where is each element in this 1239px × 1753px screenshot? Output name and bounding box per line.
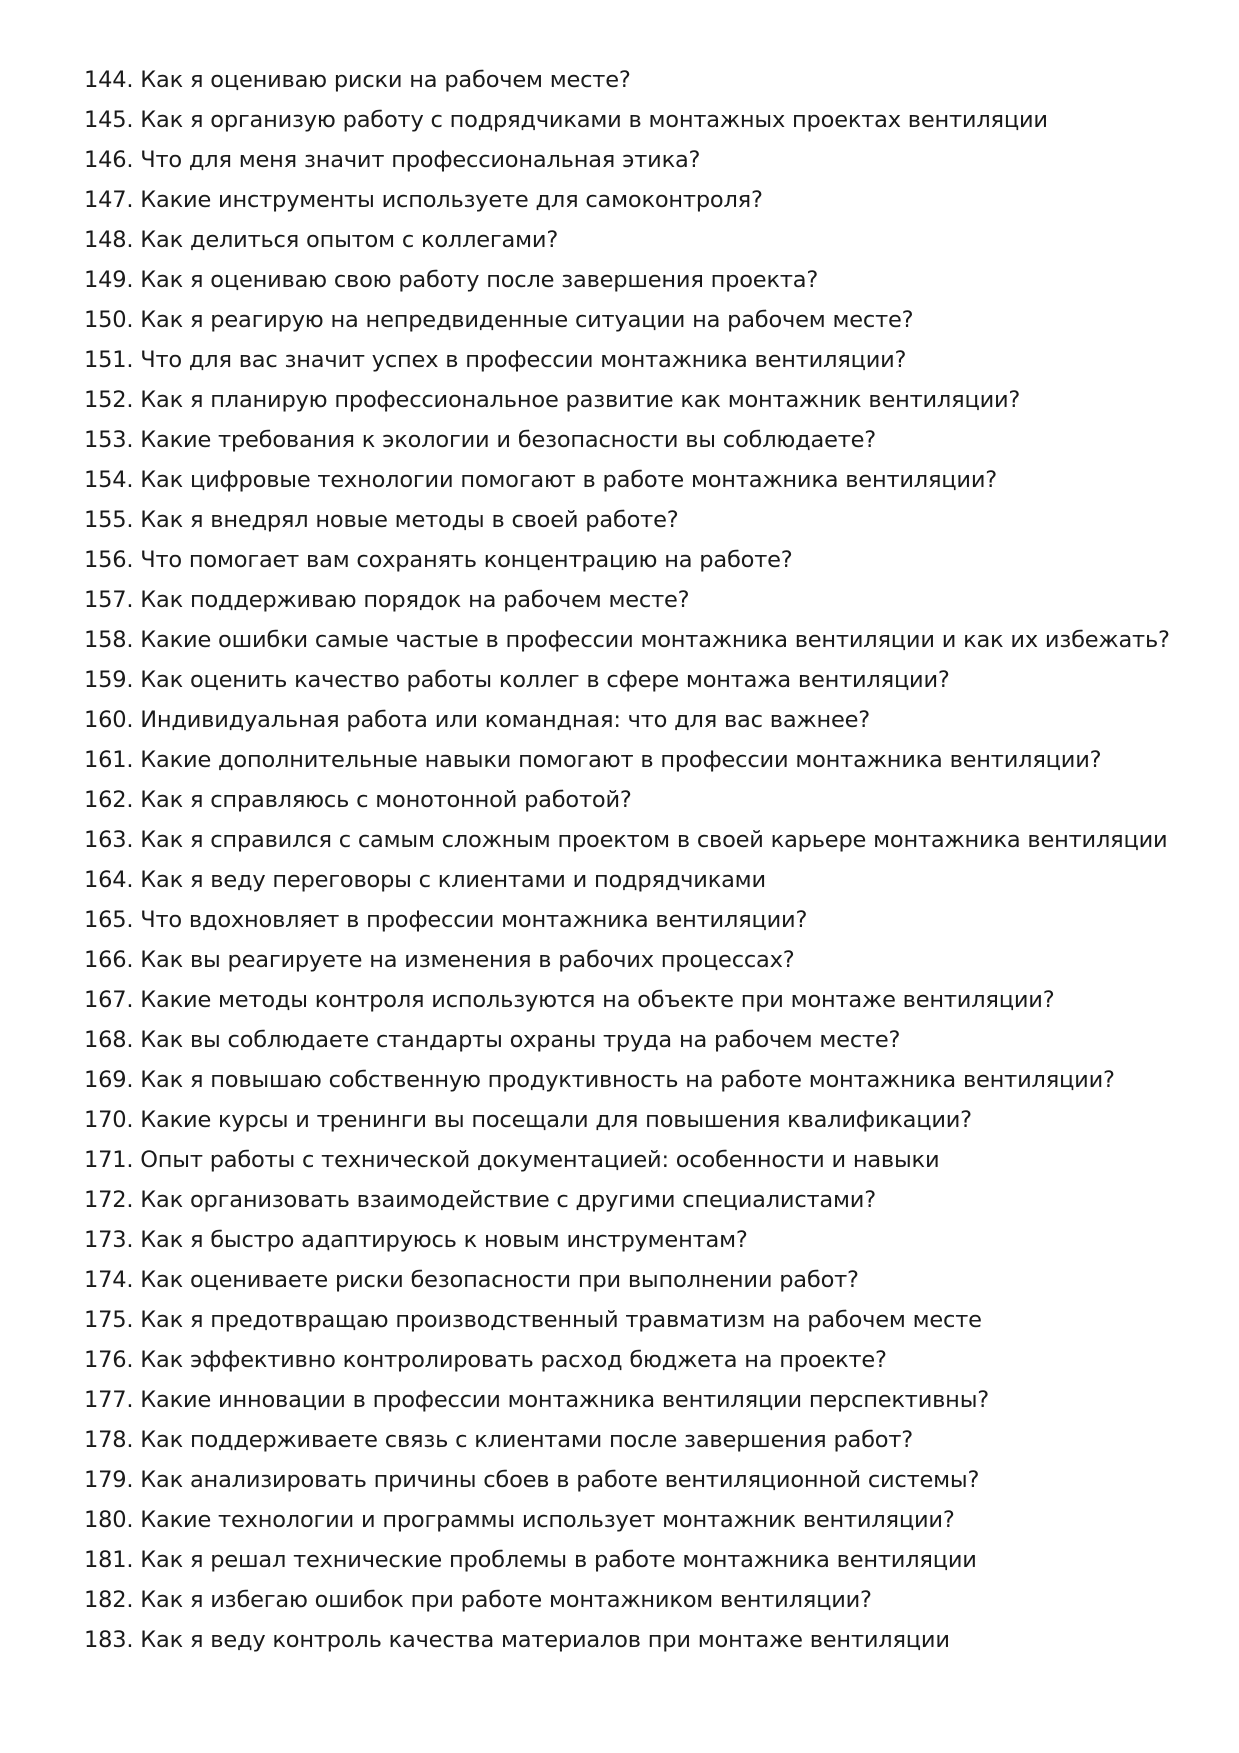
list-item [84,1462,1184,1502]
list-item [84,502,1184,542]
question-text: Как я реагирую на непредвиденные ситуации на рабочем месте? [140,307,914,333]
question-number: 152. [84,387,134,413]
list-item [84,1062,1184,1102]
question-text: Как цифровые технологии помогают в работе монтажника вентиляции? [140,467,998,493]
list-item [84,862,1184,902]
question-list [84,62,1184,1662]
question-number: 151. [84,347,134,373]
list-item [84,742,1184,782]
list-item [84,1182,1184,1222]
question-number: 180. [84,1507,134,1533]
question-text: Опыт работы с технической документацией: особенности и навыки [140,1147,940,1173]
list-item [84,422,1184,462]
question-text: Как я веду переговоры с клиентами и подрядчиками [140,867,766,893]
list-item [84,342,1184,382]
list-item [84,1342,1184,1382]
question-text: Как оцениваете риски безопасности при выполнении работ? [140,1267,859,1293]
question-number: 162. [84,787,134,813]
question-number: 148. [84,227,134,253]
question-number: 170. [84,1107,134,1133]
question-number: 161. [84,747,134,773]
question-text: Как эффективно контролировать расход бюджета на проекте? [140,1347,887,1373]
question-number: 169. [84,1067,134,1093]
question-number: 149. [84,267,134,293]
question-text: Как вы соблюдаете стандарты охраны труда на рабочем месте? [140,1027,901,1053]
list-item [84,1382,1184,1422]
question-number: 165. [84,907,134,933]
question-text: Как я повышаю собственную продуктивность на работе монтажника вентиляции? [140,1067,1115,1093]
question-text: Что помогает вам сохранять концентрацию на работе? [140,547,793,573]
question-number: 168. [84,1027,134,1053]
question-text: Индивидуальная работа или командная: что для вас важнее? [140,707,871,733]
question-number: 182. [84,1587,134,1613]
list-item [84,222,1184,262]
list-item [84,142,1184,182]
question-text: Как оценить качество работы коллег в сфере монтажа вентиляции? [140,667,950,693]
list-item [84,702,1184,742]
question-number: 160. [84,707,134,733]
list-item [84,1262,1184,1302]
question-number: 181. [84,1547,134,1573]
list-item [84,822,1184,862]
question-number: 179. [84,1467,134,1493]
question-number: 146. [84,147,134,173]
question-number: 164. [84,867,134,893]
list-item [84,1502,1184,1542]
question-number: 178. [84,1427,134,1453]
list-item [84,1102,1184,1142]
question-number: 156. [84,547,134,573]
question-text: Как делиться опытом с коллегами? [140,227,559,253]
question-number: 173. [84,1227,134,1253]
question-text: Как анализировать причины сбоев в работе вентиляционной системы? [140,1467,980,1493]
question-text: Какие инструменты используете для самоконтроля? [140,187,763,213]
question-text: Как вы реагируете на изменения в рабочих процессах? [140,947,795,973]
question-text: Какие ошибки самые частые в профессии монтажника вентиляции и как их избежать? [140,627,1170,653]
list-item [84,622,1184,662]
question-text: Как я справился с самым сложным проектом в своей карьере монтажника вентиляции [140,827,1168,853]
list-item [84,182,1184,222]
question-text: Какие курсы и тренинги вы посещали для повышения квалификации? [140,1107,972,1133]
list-item [84,1222,1184,1262]
list-item [84,1622,1184,1662]
list-item [84,262,1184,302]
question-text: Какие технологии и программы использует монтажник вентиляции? [140,1507,955,1533]
question-text: Как я быстро адаптируюсь к новым инструментам? [140,1227,748,1253]
question-number: 147. [84,187,134,213]
question-text: Какие методы контроля используются на объекте при монтаже вентиляции? [140,987,1055,1013]
list-item [84,942,1184,982]
question-text: Какие дополнительные навыки помогают в профессии монтажника вентиляции? [140,747,1102,773]
list-item [84,462,1184,502]
question-text: Как я веду контроль качества материалов при монтаже вентиляции [140,1627,950,1653]
question-number: 175. [84,1307,134,1333]
question-text: Как я предотвращаю производственный травматизм на рабочем месте [140,1307,982,1333]
list-item [84,1022,1184,1062]
question-number: 166. [84,947,134,973]
question-number: 177. [84,1387,134,1413]
list-item [84,1142,1184,1182]
list-item [84,102,1184,142]
question-number: 183. [84,1627,134,1653]
question-number: 176. [84,1347,134,1373]
question-number: 174. [84,1267,134,1293]
question-text: Как организовать взаимодействие с другими специалистами? [140,1187,876,1213]
question-number: 163. [84,827,134,853]
list-item [84,1422,1184,1462]
list-item [84,62,1184,102]
list-item [84,302,1184,342]
question-text: Что вдохновляет в профессии монтажника вентиляции? [140,907,808,933]
question-text: Как я организую работу с подрядчиками в монтажных проектах вентиляции [140,107,1048,133]
question-text: Что для вас значит успех в профессии монтажника вентиляции? [140,347,907,373]
question-number: 158. [84,627,134,653]
list-item [84,1582,1184,1622]
list-item [84,582,1184,622]
question-number: 144. [84,67,134,93]
question-number: 159. [84,667,134,693]
question-text: Какие требования к экологии и безопасности вы соблюдаете? [140,427,877,453]
question-text: Как я справляюсь с монотонной работой? [140,787,632,813]
question-text: Как поддерживаю порядок на рабочем месте? [140,587,690,613]
question-number: 145. [84,107,134,133]
list-item [84,902,1184,942]
question-text: Как я решал технические проблемы в работе монтажника вентиляции [140,1547,977,1573]
question-text: Что для меня значит профессиональная этика? [140,147,701,173]
list-item [84,982,1184,1022]
question-text: Какие инновации в профессии монтажника вентиляции перспективны? [140,1387,990,1413]
question-text: Как я оцениваю свою работу после завершения проекта? [140,267,819,293]
question-number: 167. [84,987,134,1013]
question-text: Как я избегаю ошибок при работе монтажником вентиляции? [140,1587,872,1613]
question-text: Как поддерживаете связь с клиентами после завершения работ? [140,1427,913,1453]
list-item [84,382,1184,422]
question-text: Как я оцениваю риски на рабочем месте? [140,67,631,93]
question-text: Как я планирую профессиональное развитие как монтажник вентиляции? [140,387,1021,413]
list-item [84,1542,1184,1582]
list-item [84,782,1184,822]
question-number: 171. [84,1147,134,1173]
list-item [84,542,1184,582]
question-number: 172. [84,1187,134,1213]
question-number: 157. [84,587,134,613]
list-item [84,662,1184,702]
question-number: 150. [84,307,134,333]
list-item [84,1302,1184,1342]
question-number: 155. [84,507,134,533]
question-number: 154. [84,467,134,493]
question-text: Как я внедрял новые методы в своей работе? [140,507,679,533]
question-number: 153. [84,427,134,453]
